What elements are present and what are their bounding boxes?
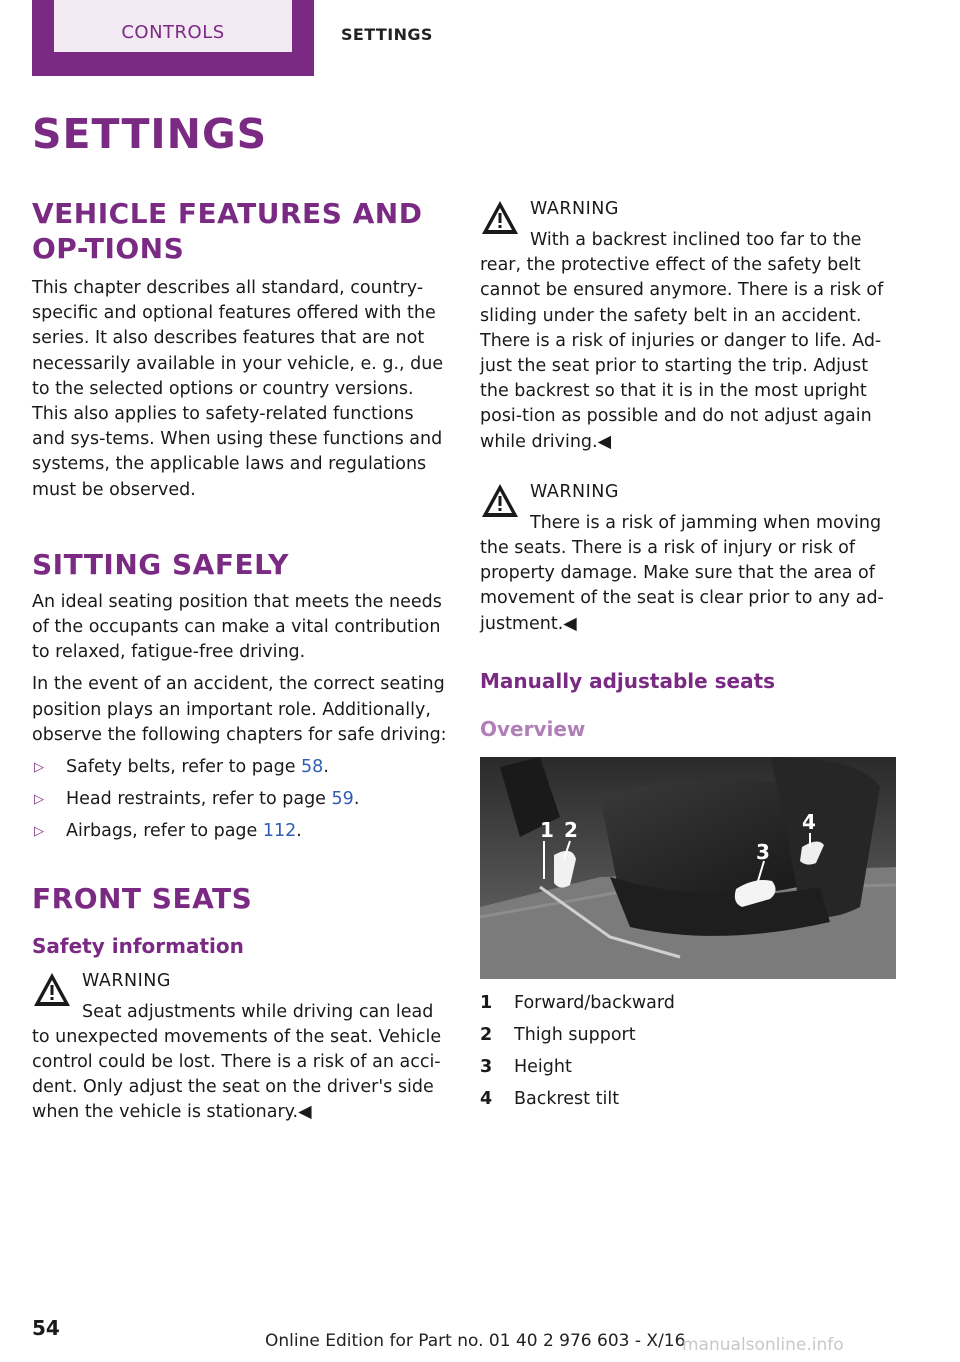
tab-controls[interactable] — [32, 0, 314, 76]
watermark: manualsonline.info — [682, 1335, 844, 1355]
page-number: 54 — [32, 1316, 60, 1340]
page-title: SETTINGS — [32, 110, 268, 158]
warning-text: With a backrest inclined too far to the rear, the protective effect of the safety belt cannot be ensured anymore. There is a risk of sliding under the safety belt in an accident. There is a risk of injuries or danger to life. Ad-just the seat prior to starting the trip. Adjust the backrest so that it is in the most upright posi-tion as possible and do not adjust again while driving.◀ — [480, 230, 884, 452]
warning-jamming — [480, 479, 898, 637]
list-item: ▷ Airbags, refer to page 112. — [32, 819, 450, 844]
sitting-safely-p2: In the event of an accident, the correct seating position plays an important role. Additionally, observe the following chapters for safe driving: — [32, 674, 447, 745]
sitting-safely-p1: An ideal seating position that meets the needs of the occupants can make a vital contribution to relaxed, fatigue-free driving. — [32, 591, 442, 663]
list-item: 3 Height — [480, 1056, 572, 1077]
page-link-112[interactable]: 112 — [262, 821, 297, 842]
list-item: ▷ Safety belts, refer to page 58. — [32, 755, 450, 780]
triangle-bullet-icon: ▷ — [34, 792, 44, 808]
list-item: ▷ Head restraints, refer to page 59. — [32, 787, 450, 812]
warning-label: WARNING — [82, 970, 171, 991]
warning-label: WARNING — [530, 199, 619, 219]
list-item: 4 Backrest tilt — [480, 1088, 620, 1109]
callout-2: 2 — [564, 817, 578, 842]
left-column — [32, 196, 450, 1126]
triangle-bullet-icon: ▷ — [34, 760, 44, 776]
callout-1: 1 — [540, 817, 554, 842]
warning-label: WARNING — [530, 481, 619, 502]
section-title-vehicle-features: VEHICLE FEATURES AND OP-TIONS — [32, 197, 423, 265]
warning-triangle-icon — [32, 970, 72, 1010]
overview-heading: Overview — [480, 716, 586, 741]
vehicle-features-body: This chapter describes all standard, country-specific and optional features offered with the series. It also describes features that are not necessarily available in your vehicle, e. g., due to the selected options or country versions. This also applies to safety-related functions and sys-tems. When using these functions and systems, the applicable laws and regulations must be observed. — [32, 278, 444, 500]
footer-edition: Online Edition for Part no. 01 40 2 976 603 - X/16 — [265, 1331, 686, 1351]
section-title-front-seats: FRONT SEATS — [32, 881, 253, 915]
warning-text: There is a risk of jamming when moving the seats. There is a risk of injury or risk of property damage. Make sure that the area of movement of the seat is clear prior to any ad-justment.◀ — [480, 512, 884, 634]
safety-chapter-list — [32, 755, 450, 845]
safety-information-heading: Safety information — [32, 933, 244, 958]
right-column — [480, 196, 898, 1115]
warning-triangle-icon — [480, 481, 520, 521]
warning-backrest — [480, 196, 898, 455]
triangle-bullet-icon: ▷ — [34, 824, 44, 840]
tab-controls-label: CONTROLS — [121, 22, 225, 43]
list-item: 2 Thigh support — [480, 1024, 636, 1045]
section-title-sitting-safely: SITTING SAFELY — [32, 547, 289, 581]
list-item: 1 Forward/backward — [480, 992, 675, 1013]
callout-4: 4 — [802, 809, 816, 834]
page-link-58[interactable]: 58 — [301, 757, 324, 778]
seat-controls-photo — [480, 757, 896, 979]
manually-adjustable-seats-heading: Manually adjustable seats — [480, 668, 776, 693]
page-link-59[interactable]: 59 — [331, 789, 354, 810]
callout-3: 3 — [756, 839, 770, 864]
tab-settings[interactable]: SETTINGS — [341, 25, 433, 44]
warning-triangle-icon — [480, 198, 520, 238]
warning-seat-adjustment — [32, 968, 450, 1126]
warning-text: Seat adjustments while driving can lead to unexpected movements of the seat. Vehicle control could be lost. There is a risk of an acci-dent. Only adjust the seat on the driver's side when the vehicle is stationary.◀ — [32, 1001, 442, 1123]
seat-controls-legend — [480, 987, 898, 1115]
